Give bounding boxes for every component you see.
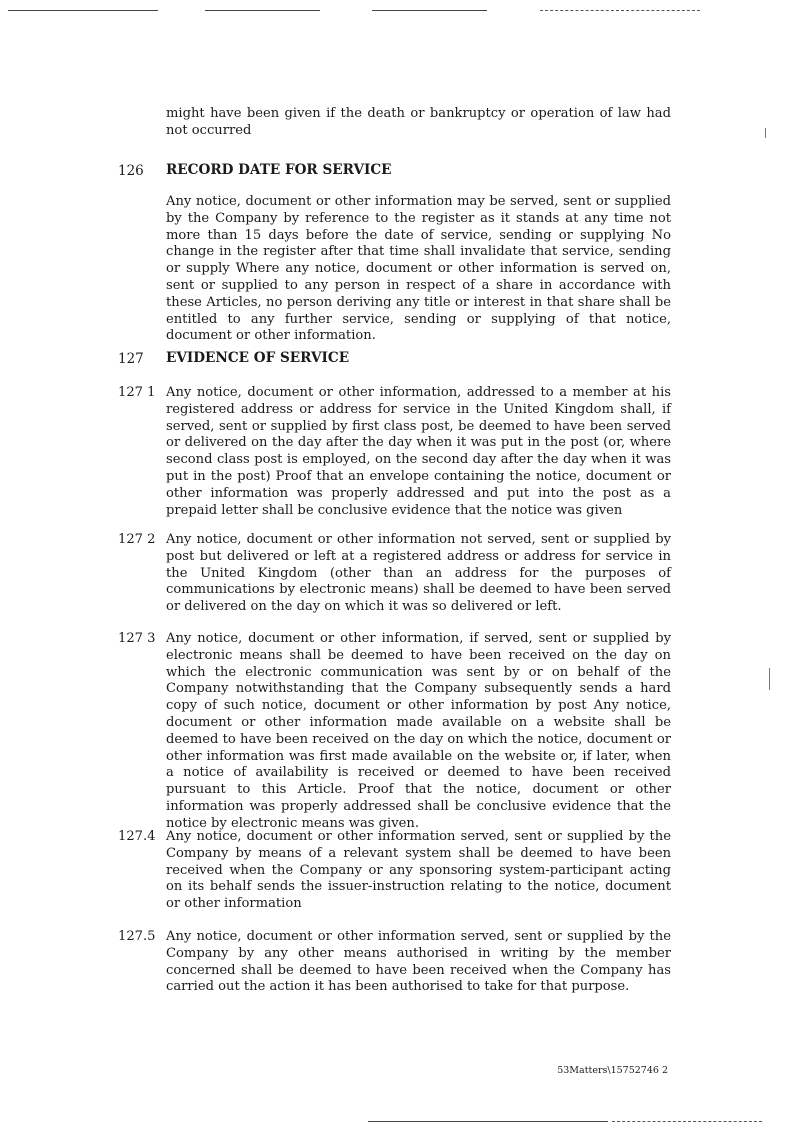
top-rule-1 — [8, 10, 158, 11]
clause-number: 127.5 — [118, 929, 156, 944]
section-number: 127 — [118, 351, 144, 367]
clause-paragraph: Any notice, document or other information not served, sent or supplied by post but delivered or left at a registered address or address for service in the United Kingdom (other than an address for the purposes of communications by electronic means) shall be deemed to have been served or delivered on the day on which it was so delivered or left. — [166, 532, 671, 615]
top-rule-4 — [540, 10, 700, 11]
bottom-rule-1 — [368, 1121, 608, 1122]
top-rule-3 — [372, 10, 487, 11]
section-heading: EVIDENCE OF SERVICE — [166, 350, 350, 366]
clause-paragraph: Any notice, document or other information, addressed to a member at his registered address or address for service in the United Kingdom shall, if served, sent or supplied by first class post, be deemed to have been served or delivered on the day after the day when it was put in the post (or, where second class post is employed, on the second day after the day when it was put in the post) Proof that an envelope containing the notice, document or other information was properly addressed and put into the post as a prepaid letter shall be conclusive evidence that the notice was given — [166, 385, 671, 518]
document-reference: 53Matters\15752746 2 — [557, 1065, 668, 1076]
bottom-rule-2 — [612, 1121, 762, 1122]
clause-paragraph: Any notice, document or other information, if served, sent or supplied by electronic means shall be deemed to have been received on the day on which the electronic communication was sent by or on behalf of the Company notwithstanding that the Company subsequently sends a hard copy of such notice, document or other information by post Any notice, document or other information made available on a website shall be deemed to have been received on the day on which the notice, document or other information was first made available on the website or, if later, when a notice of availability is received or deemed to have been received pursuant to this Article. Proof that the notice, document or other information was properly addressed shall be conclusive evidence that the notice by electronic means was given. — [166, 631, 671, 831]
margin-mark-2 — [769, 668, 770, 690]
clause-number: 127 1 — [118, 385, 156, 400]
clause-paragraph: Any notice, document or other information served, sent or supplied by the Company by means of a relevant system shall be deemed to have been received when the Company or any sponsoring system-participant acting on its behalf sends the issuer-instruction relating to the notice, document or other information — [166, 829, 671, 912]
margin-mark-1 — [765, 128, 766, 138]
clause-number: 127 2 — [118, 532, 156, 547]
clause-paragraph: Any notice, document or other information served, sent or supplied by the Company by any other means authorised in writing by the member concerned shall be deemed to have been received when the Company has carried out the action it has been authorised to take for that purpose. — [166, 929, 671, 995]
clause-number: 127.4 — [118, 829, 156, 844]
section-number: 126 — [118, 163, 144, 179]
section-paragraph: Any notice, document or other information may be served, sent or supplied by the Company by reference to the register as it stands at any time not more than 15 days before the date of service, sending or supplying No change in the register after that time shall invalidate that service, sending or supply Where any notice, document or other information is served on, sent or supplied to any person in respect of a share in accordance with these Articles, no person deriving any title or interest in that share shall be entitled to any further service, sending or supplying of that notice, document or other information. — [166, 194, 671, 344]
section-heading: RECORD DATE FOR SERVICE — [166, 162, 392, 178]
top-rule-2 — [205, 10, 320, 11]
intro-paragraph: might have been given if the death or bankruptcy or operation of law had not occurred — [166, 106, 671, 138]
clause-number: 127 3 — [118, 631, 156, 646]
